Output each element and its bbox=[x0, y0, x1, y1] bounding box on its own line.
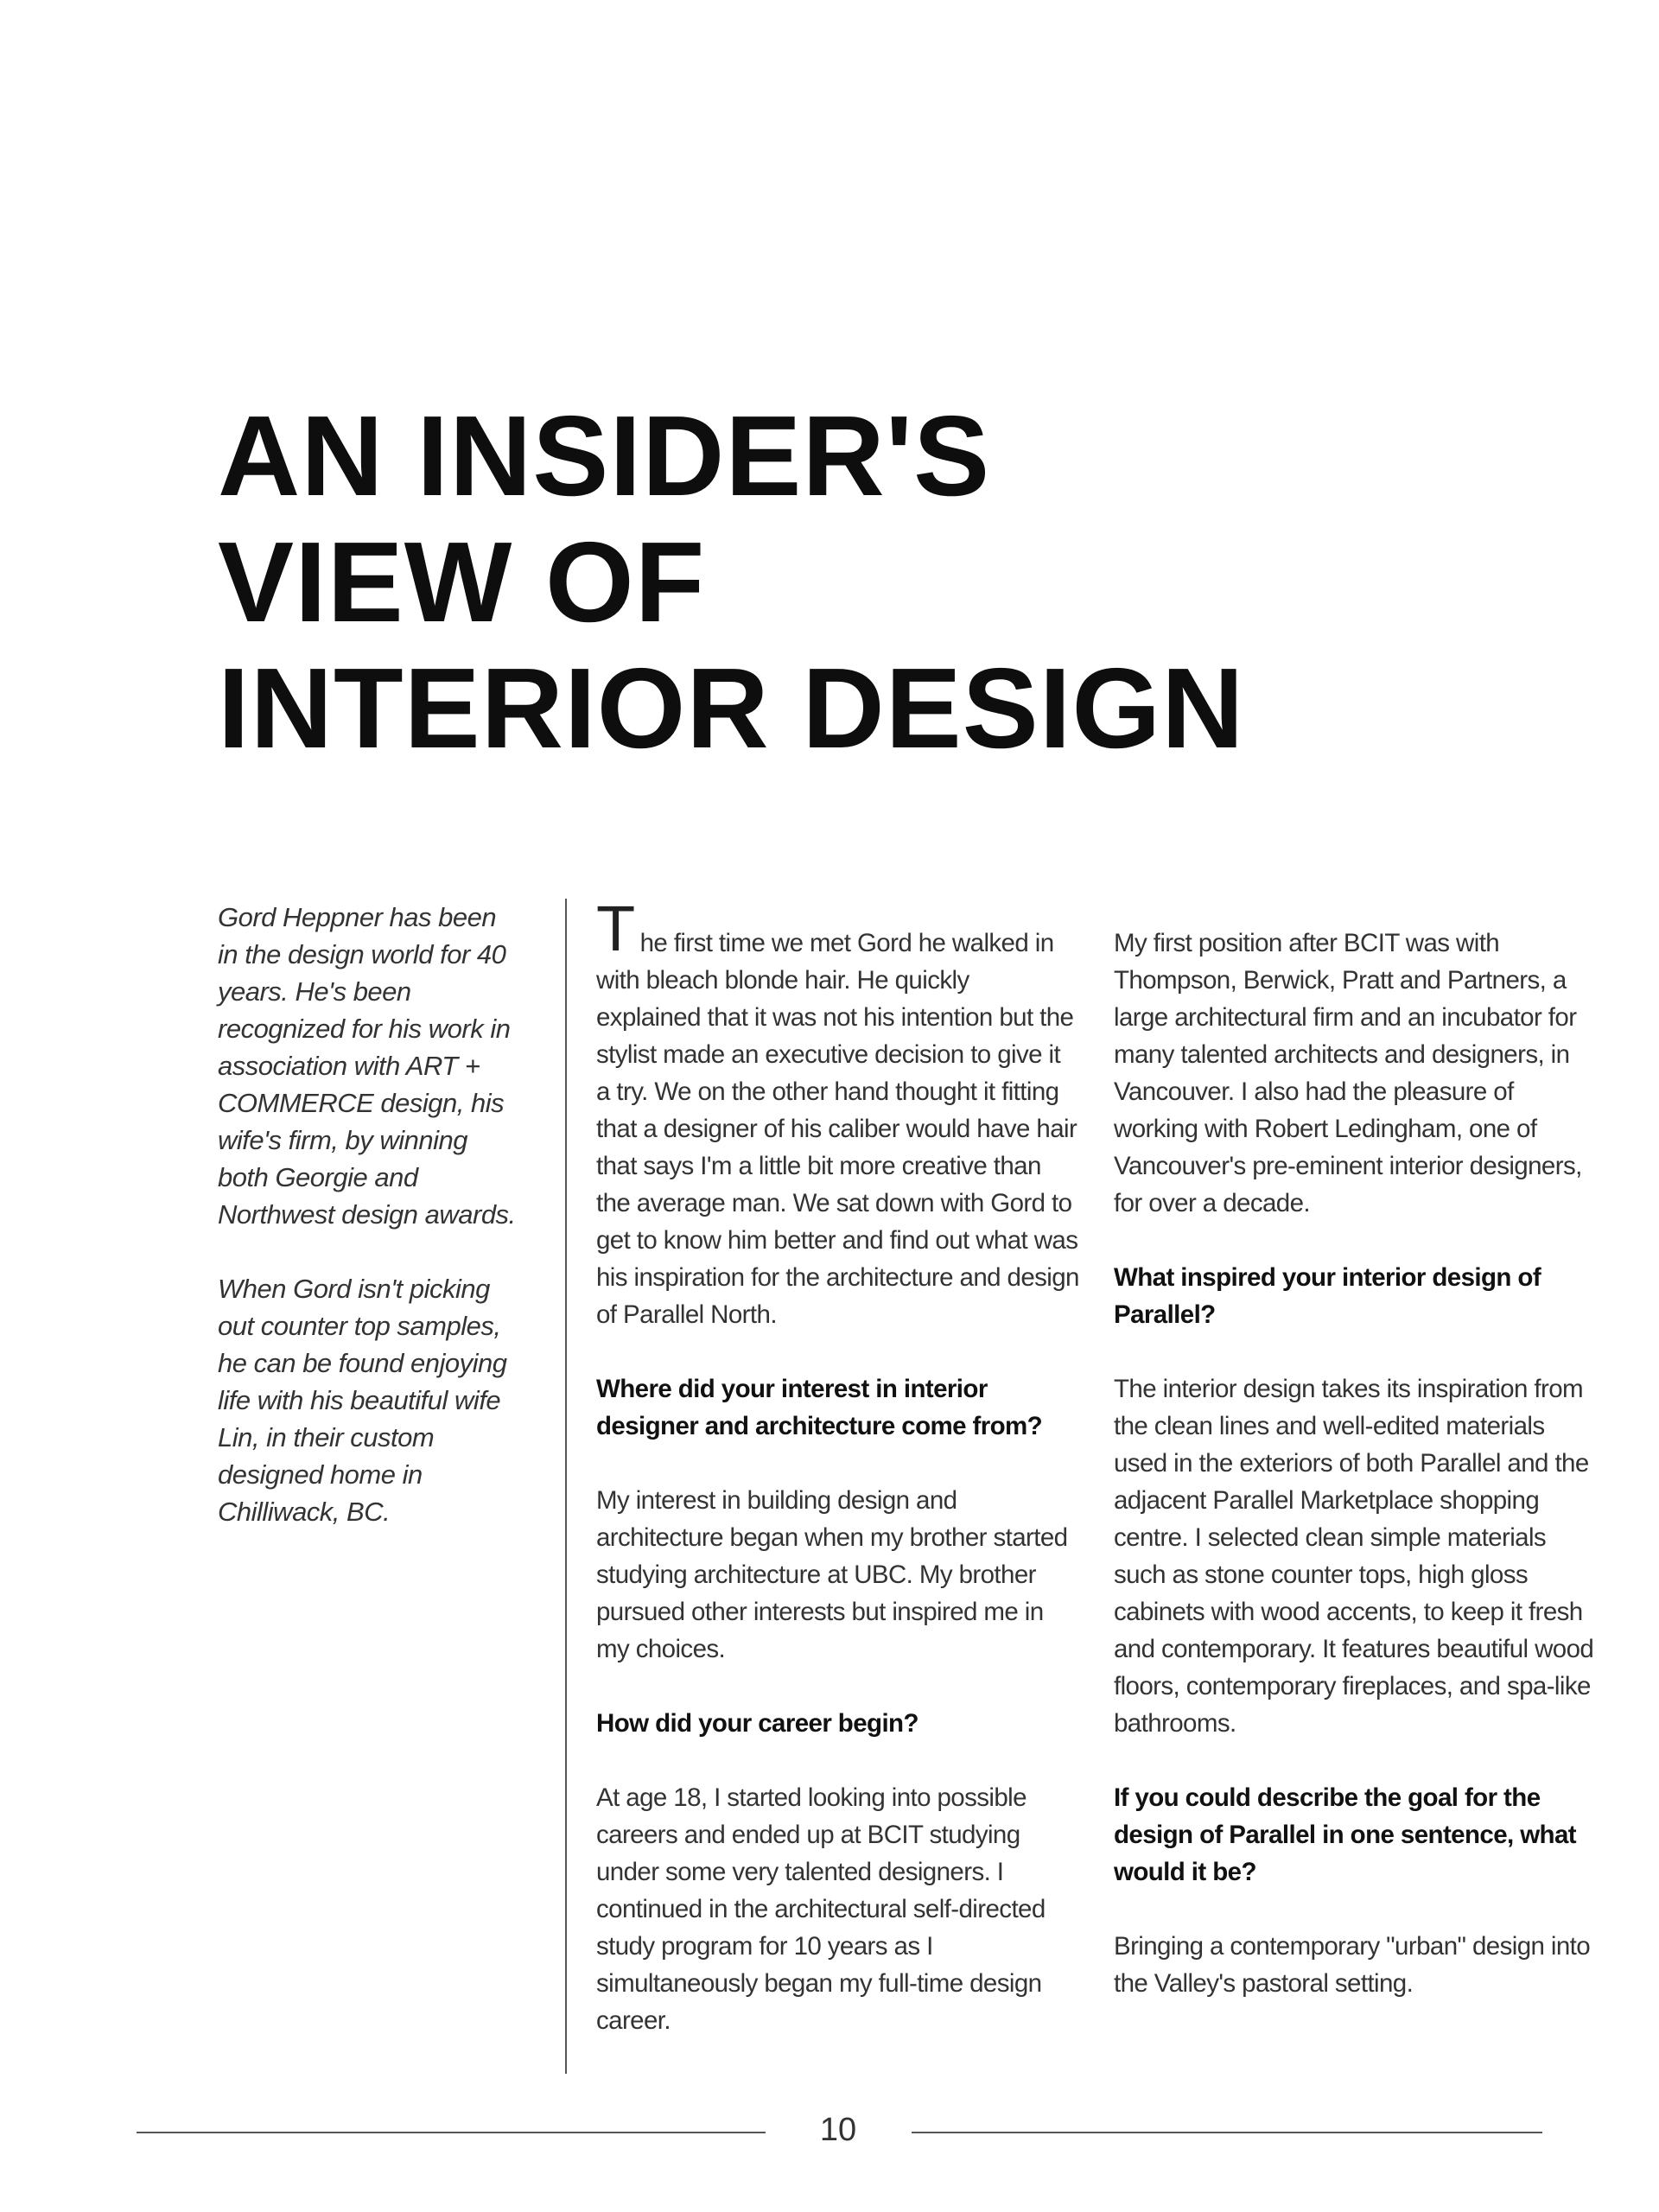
article-column-right bbox=[1114, 925, 1598, 2039]
bio-paragraph: Gord Heppner has been in the design world for 40 years. He's been recognized for his work in association with ART + COMMERCE design, his wife's firm, by winning both Georgie and Northwest design awards. bbox=[218, 902, 516, 1230]
title-line: AN INSIDER'S bbox=[218, 392, 991, 519]
footer-rule-left bbox=[137, 2132, 766, 2133]
page-number: 10 bbox=[819, 2112, 857, 2148]
interview-answer: At age 18, I started looking into possible careers and ended up at BCIT studying under some very talented designers. I continued in the architectural self-directed study program for 10 years as I simultaneously began my full-time design career. bbox=[596, 1783, 1046, 2035]
title-line: VIEW OF bbox=[218, 518, 706, 645]
interview-question: Where did your interest in interior designer and architecture come from? bbox=[596, 1375, 1043, 1440]
interview-answer: Bringing a contemporary "urban" design into the Valley's pastoral setting. bbox=[1114, 1932, 1591, 1998]
bio-paragraph: When Gord isn't picking out counter top samples, he can be found enjoying life with his beautiful wife Lin, in their custom designed home in Chilliwack, BC. bbox=[218, 1274, 507, 1527]
drop-cap: T bbox=[596, 893, 635, 964]
interview-question: How did your career begin? bbox=[596, 1709, 918, 1738]
column-divider bbox=[565, 899, 567, 2074]
title-line: INTERIOR DESIGN bbox=[218, 645, 1245, 772]
article-column-middle bbox=[596, 893, 1080, 2076]
interview-question: What inspired your interior design of Parallel? bbox=[1114, 1263, 1541, 1329]
interview-answer: My first position after BCIT was with Thompson, Berwick, Pratt and Partners, a large architectural firm and an incubator for many talented architects and designers, in Vancouver. I also had the pleasure of working with Robert Ledingham, one of Vancouver's pre-eminent interior designers, for over a decade. bbox=[1114, 929, 1582, 1217]
intro-paragraph bbox=[596, 893, 1080, 1333]
interview-answer: My interest in building design and architecture began when my brother started studying architecture at UBC. My brother pursued other interests but inspired me in my choices. bbox=[596, 1486, 1068, 1663]
interview-answer: The interior design takes its inspiration from the clean lines and well-edited materials used in the exteriors of both Parallel and the adjacent Parallel Marketplace shopping centre. I selected clean simple materials such as stone counter tops, high gloss cabinets with wood accents, to keep it fresh and contemporary. It features beautiful wood floors, contemporary fireplaces, and spa-like bathrooms. bbox=[1114, 1375, 1594, 1738]
interview-question: If you could describe the goal for the design of Parallel in one sentence, what would it be? bbox=[1114, 1783, 1577, 1886]
article-title bbox=[218, 393, 1341, 772]
footer-rule-right bbox=[912, 2132, 1542, 2133]
intro-text: he first time we met Gord he walked in with bleach blonde hair. He quickly explained that it was not his intention but the stylist made an executive decision to give it a try. We on the other hand thought it fitting that a designer of his caliber would have hair that says I'm a little bit more creative than the average man. We sat down with Gord to get to know him better and find out what was his inspiration for the architecture and design of Parallel North. bbox=[596, 929, 1079, 1329]
author-bio-sidebar bbox=[218, 899, 516, 1567]
